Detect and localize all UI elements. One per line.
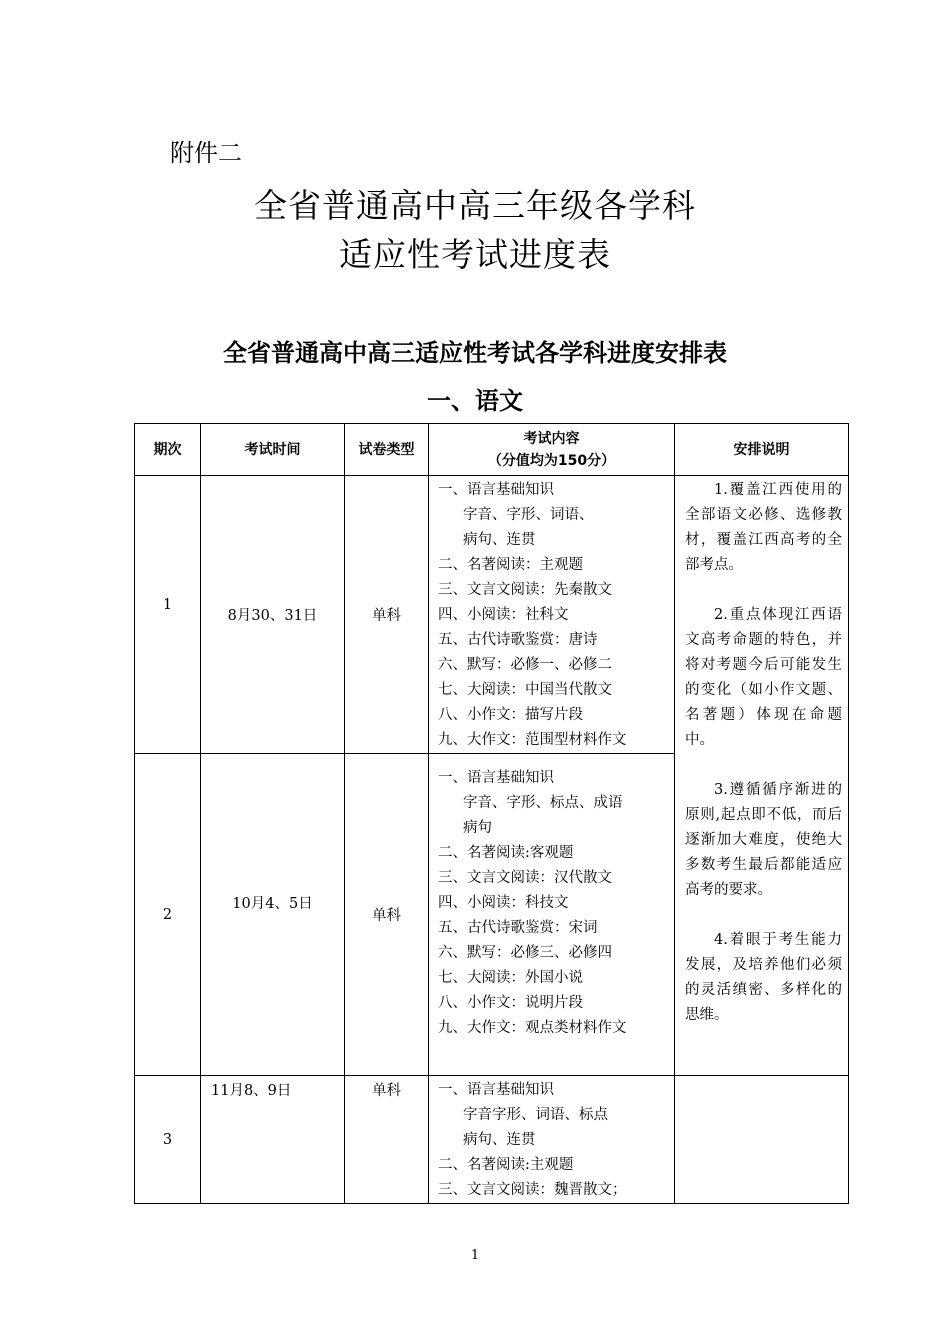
header-content [429, 424, 675, 476]
schedule-table [134, 423, 849, 1204]
content-line: 三、文言文阅读：汉代散文 [438, 870, 612, 886]
content-line: 八、小作文：描写片段 [438, 707, 583, 723]
row2-period: 2 [135, 754, 201, 1076]
page-title-line2: 适应性考试进度表 [339, 235, 611, 274]
row3-paper-type [345, 1076, 429, 1204]
content-line: 六、默写：必修一、必修二 [438, 657, 612, 673]
header-row [135, 424, 849, 476]
header-paper-type: 试卷类型 [345, 424, 429, 476]
row2-paper-type: 单科 [345, 754, 429, 1076]
content-line: 七、大阅读：外国小说 [438, 970, 583, 986]
note-item: 1.覆盖江西使用的全部语文必修、选修教材，覆盖江西高考的全部考点。 [685, 482, 842, 573]
content-line: 一、语言基础知识 [438, 482, 554, 498]
attachment-label: 附件二 [170, 139, 242, 167]
note-item: 2.重点体现江西语文高考命题的特色，并将对考题今后可能发生的变化（如小作文题、名著题）体现在命题中。 [685, 607, 842, 748]
row3-time-text: 11月8、9日 [211, 1083, 292, 1099]
section-heading: 一、语文 [427, 387, 523, 415]
content-line: 字音、字形、词语、 [463, 507, 594, 523]
header-content-line1: 考试内容 [523, 430, 580, 447]
row3-period: 3 [135, 1076, 201, 1204]
content-line: 五、古代诗歌鉴赏：宋词 [438, 920, 598, 936]
header-notes: 安排说明 [675, 424, 849, 476]
content-line: 二、名著阅读：主观题 [438, 557, 583, 573]
row3-content [429, 1076, 675, 1204]
content-line: 四、小阅读：科技文 [438, 895, 569, 911]
content-line: 病句 [463, 820, 492, 836]
content-line: 一、语言基础知识 [438, 770, 554, 786]
notes-cell [675, 476, 849, 1076]
content-line: 九、大作文：观点类材料作文 [438, 1020, 627, 1036]
row3-paper-type-text: 单科 [372, 1083, 401, 1099]
note-item: 4.着眼于考生能力发展，及培养他们必须的灵活缜密、多样化的思维。 [685, 932, 842, 1023]
content-line: 病句、连贯 [463, 532, 536, 548]
content-line: 六、默写：必修三、必修四 [438, 945, 612, 961]
row2-time: 10月4、5日 [201, 754, 345, 1076]
content-line: 三、文言文阅读：魏晋散文； [438, 1182, 627, 1198]
content-line: 一、语言基础知识 [438, 1082, 554, 1098]
content-line: 病句、连贯 [463, 1132, 536, 1148]
table-subtitle: 全省普通高中高三适应性考试各学科进度安排表 [223, 339, 727, 367]
content-line: 字音、字形、标点、成语 [463, 795, 623, 811]
row1-paper-type: 单科 [345, 476, 429, 754]
content-line: 四、小阅读：社科文 [438, 607, 569, 623]
page-number: 1 [470, 1248, 480, 1263]
header-period: 期次 [135, 424, 201, 476]
content-line: 七、大阅读：中国当代散文 [438, 682, 612, 698]
header-content-line2: （分值均为150分） [487, 452, 616, 469]
row1-content [429, 476, 675, 754]
row3-notes [675, 1076, 849, 1204]
content-line: 八、小作文：说明片段 [438, 995, 583, 1011]
content-line: 字音字形、词语、标点 [463, 1107, 608, 1123]
page-title-line1: 全省普通高中高三年级各学科 [254, 186, 696, 225]
row3-time [201, 1076, 345, 1204]
content-line: 五、古代诗歌鉴赏：唐诗 [438, 632, 598, 648]
row2-content [429, 754, 675, 1076]
content-line: 三、文言文阅读：先秦散文 [438, 582, 612, 598]
header-time: 考试时间 [201, 424, 345, 476]
content-line: 九、大作文：范围型材料作文 [438, 732, 627, 748]
row1-time: 8月30、31日 [201, 476, 345, 754]
note-item: 3.遵循循序渐进的原则,起点即不低，而后逐渐加大难度，使绝大多数考生最后都能适应高考的要求。 [685, 782, 842, 898]
content-line: 二、名著阅读:客观题 [438, 845, 574, 861]
content-line: 二、名著阅读:主观题 [438, 1157, 574, 1173]
table-row [135, 476, 849, 754]
table-row [135, 1076, 849, 1204]
row1-period: 1 [135, 476, 201, 754]
